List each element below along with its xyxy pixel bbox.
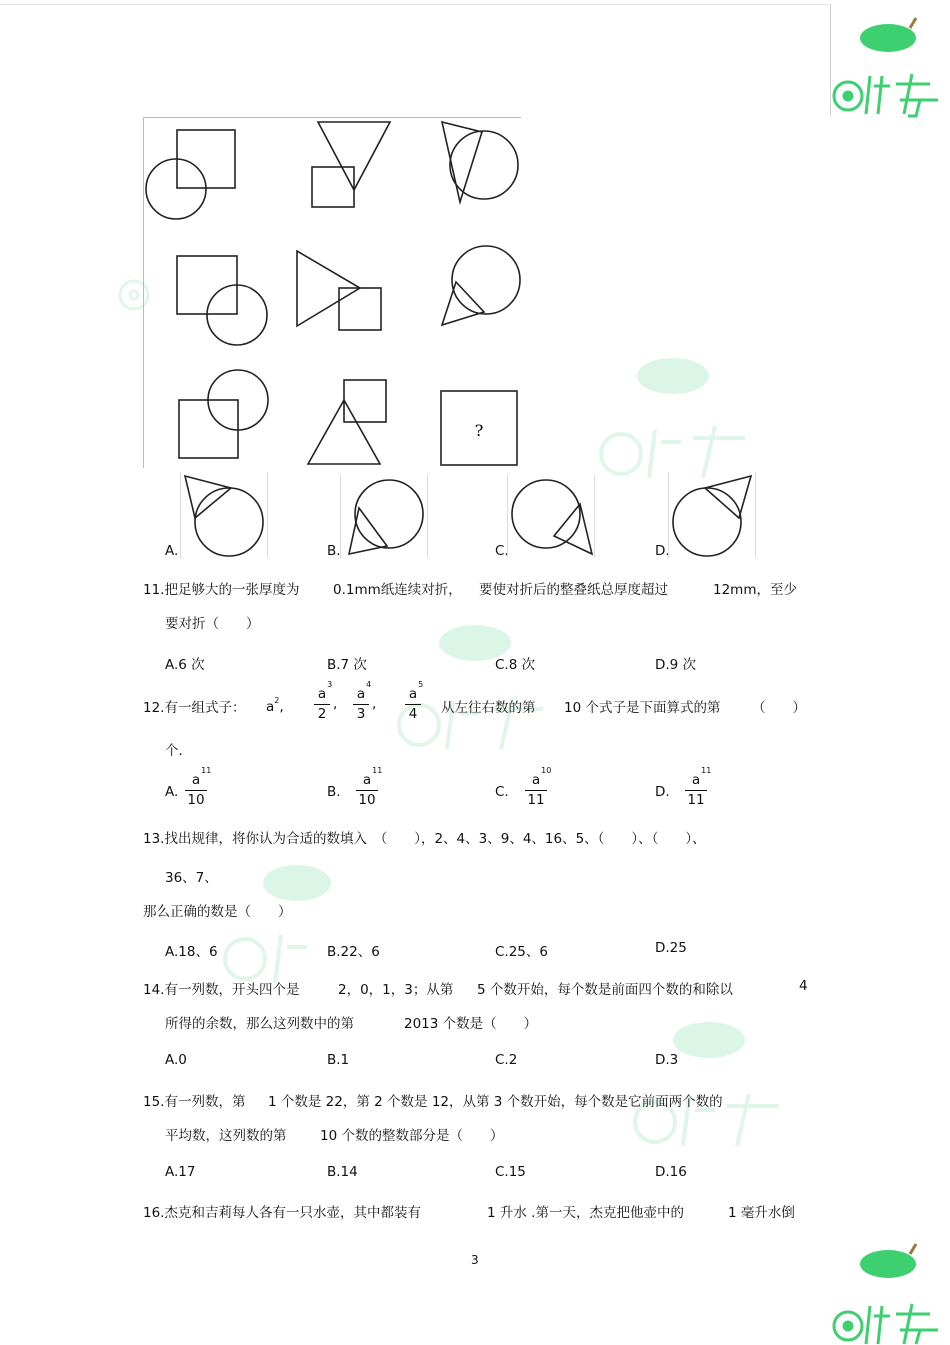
q12-option-c[interactable]: a 10 11 xyxy=(525,772,547,808)
q16-text: 1 升水 .第一天，杰克把他壶中的 xyxy=(487,1205,684,1221)
option-c-label: C. xyxy=(495,543,509,559)
q12-first-term: $a^2$, xyxy=(266,696,284,715)
q14-text: 14.有一列数，开头四个是 xyxy=(143,982,300,998)
q14-text: 2013 个数是（ ） xyxy=(404,1016,538,1032)
q14-text: 4 xyxy=(799,978,808,994)
q11-option-d[interactable]: D.9 次 xyxy=(655,657,697,673)
page-edge-top xyxy=(0,4,830,5)
circle-shape xyxy=(146,159,206,219)
q15-option-b[interactable]: B.14 xyxy=(327,1164,358,1180)
q14-text: 2，0，1，3；从第 xyxy=(338,982,454,998)
q11-option-c[interactable]: C.8 次 xyxy=(495,657,536,673)
q11-text: 11.把足够大的一张厚度为 xyxy=(143,582,300,598)
q12-paren: （ ） xyxy=(752,700,806,716)
square-shape xyxy=(177,256,237,314)
q13-option-c[interactable]: C.25、6 xyxy=(495,944,548,960)
q14-text: 5 个数开始，每个数是前面四个数的和除以 xyxy=(477,982,733,998)
q12-text: 个． xyxy=(165,743,192,759)
logo-top-right xyxy=(830,14,946,118)
q13-text: 36、7、 xyxy=(165,870,218,886)
q12-term-3: a 5 4 xyxy=(405,686,421,722)
option-b-figure[interactable] xyxy=(340,474,428,558)
option-d-label: D. xyxy=(655,543,670,559)
question-mark: ? xyxy=(474,421,484,440)
q15-text: 平均数，这列数的第 xyxy=(165,1128,287,1144)
q11-text: 要使对折后的整叠纸总厚度超过 xyxy=(479,582,668,598)
option-a-figure[interactable] xyxy=(180,472,268,558)
q11-text: 12mm，至少 xyxy=(713,582,797,598)
circle-shape xyxy=(452,246,520,314)
watermark-logo xyxy=(595,350,765,480)
q12-term-2: a 4 3 xyxy=(353,686,369,722)
q12-label: 12.有一组式子： xyxy=(143,700,246,716)
q12-option-d-label: D. xyxy=(655,784,670,800)
q12-text: 10 个式子是下面算式的第 xyxy=(564,700,721,716)
q11-option-a[interactable]: A.6 次 xyxy=(165,657,205,673)
q12-option-a[interactable]: a 11 10 xyxy=(185,772,207,808)
q15-option-c[interactable]: C.15 xyxy=(495,1164,526,1180)
q13-option-d[interactable]: D.25 xyxy=(655,940,687,956)
q12-option-d[interactable]: a 11 11 xyxy=(685,772,707,808)
option-d-figure[interactable] xyxy=(668,472,756,558)
q16-text: 16.杰克和吉莉每人各有一只水壶，其中都装有 xyxy=(143,1205,421,1221)
square-shape xyxy=(339,288,381,330)
q12-text: 从左往右数的第 xyxy=(441,700,536,716)
q15-option-d[interactable]: D.16 xyxy=(655,1164,687,1180)
q14-option-b[interactable]: B.1 xyxy=(327,1052,350,1068)
q12-option-a-label: A. xyxy=(165,784,179,800)
q12-option-c-label: C. xyxy=(495,784,509,800)
square-shape xyxy=(312,167,354,207)
q13-option-b[interactable]: B.22、6 xyxy=(327,944,380,960)
square-shape xyxy=(177,130,235,188)
q11-text: 0.1mm纸连续对折， xyxy=(333,582,462,598)
q11-option-b[interactable]: B.7 次 xyxy=(327,657,367,673)
q15-option-a[interactable]: A.17 xyxy=(165,1164,196,1180)
q12-option-b-label: B. xyxy=(327,784,341,800)
q14-option-d[interactable]: D.3 xyxy=(655,1052,679,1068)
figure-puzzle-grid xyxy=(143,117,521,468)
logo-bottom-right xyxy=(830,1232,946,1345)
q14-option-c[interactable]: C.2 xyxy=(495,1052,518,1068)
watermark-logo xyxy=(215,855,355,985)
option-a-label: A. xyxy=(165,543,179,559)
triangle-shape xyxy=(442,282,484,325)
page-number: 3 xyxy=(471,1253,479,1267)
q11-text: 要对折（ ） xyxy=(165,616,260,632)
q15-text: 1 个数是 22，第 2 个数是 12，从第 3 个数开始，每个数是它前面两个数的 xyxy=(268,1094,723,1110)
q12-term-1: a 3 2 xyxy=(314,686,330,722)
q13-text: 那么正确的数是（ ） xyxy=(143,904,292,920)
q16-text: 1 毫升水倒 xyxy=(728,1205,795,1221)
q14-option-a[interactable]: A.0 xyxy=(165,1052,187,1068)
option-b-label: B. xyxy=(327,543,341,559)
q14-text: 所得的余数，那么这列数中的第 xyxy=(165,1016,354,1032)
q13-text: 13.找出规律，将你认为合适的数填入 （ ），2、4、3、9、4、16、5、（ ）、（ ）、 xyxy=(143,831,706,847)
q15-text: 15.有一列数，第 xyxy=(143,1094,246,1110)
square-shape xyxy=(344,380,386,422)
q13-option-a[interactable]: A.18、6 xyxy=(165,944,218,960)
circle-shape xyxy=(450,131,518,199)
q12-option-b[interactable]: a 11 10 xyxy=(356,772,378,808)
option-c-figure[interactable] xyxy=(507,474,595,558)
q15-text: 10 个数的整数部分是（ ） xyxy=(320,1128,504,1144)
watermark-logo xyxy=(625,1010,795,1150)
